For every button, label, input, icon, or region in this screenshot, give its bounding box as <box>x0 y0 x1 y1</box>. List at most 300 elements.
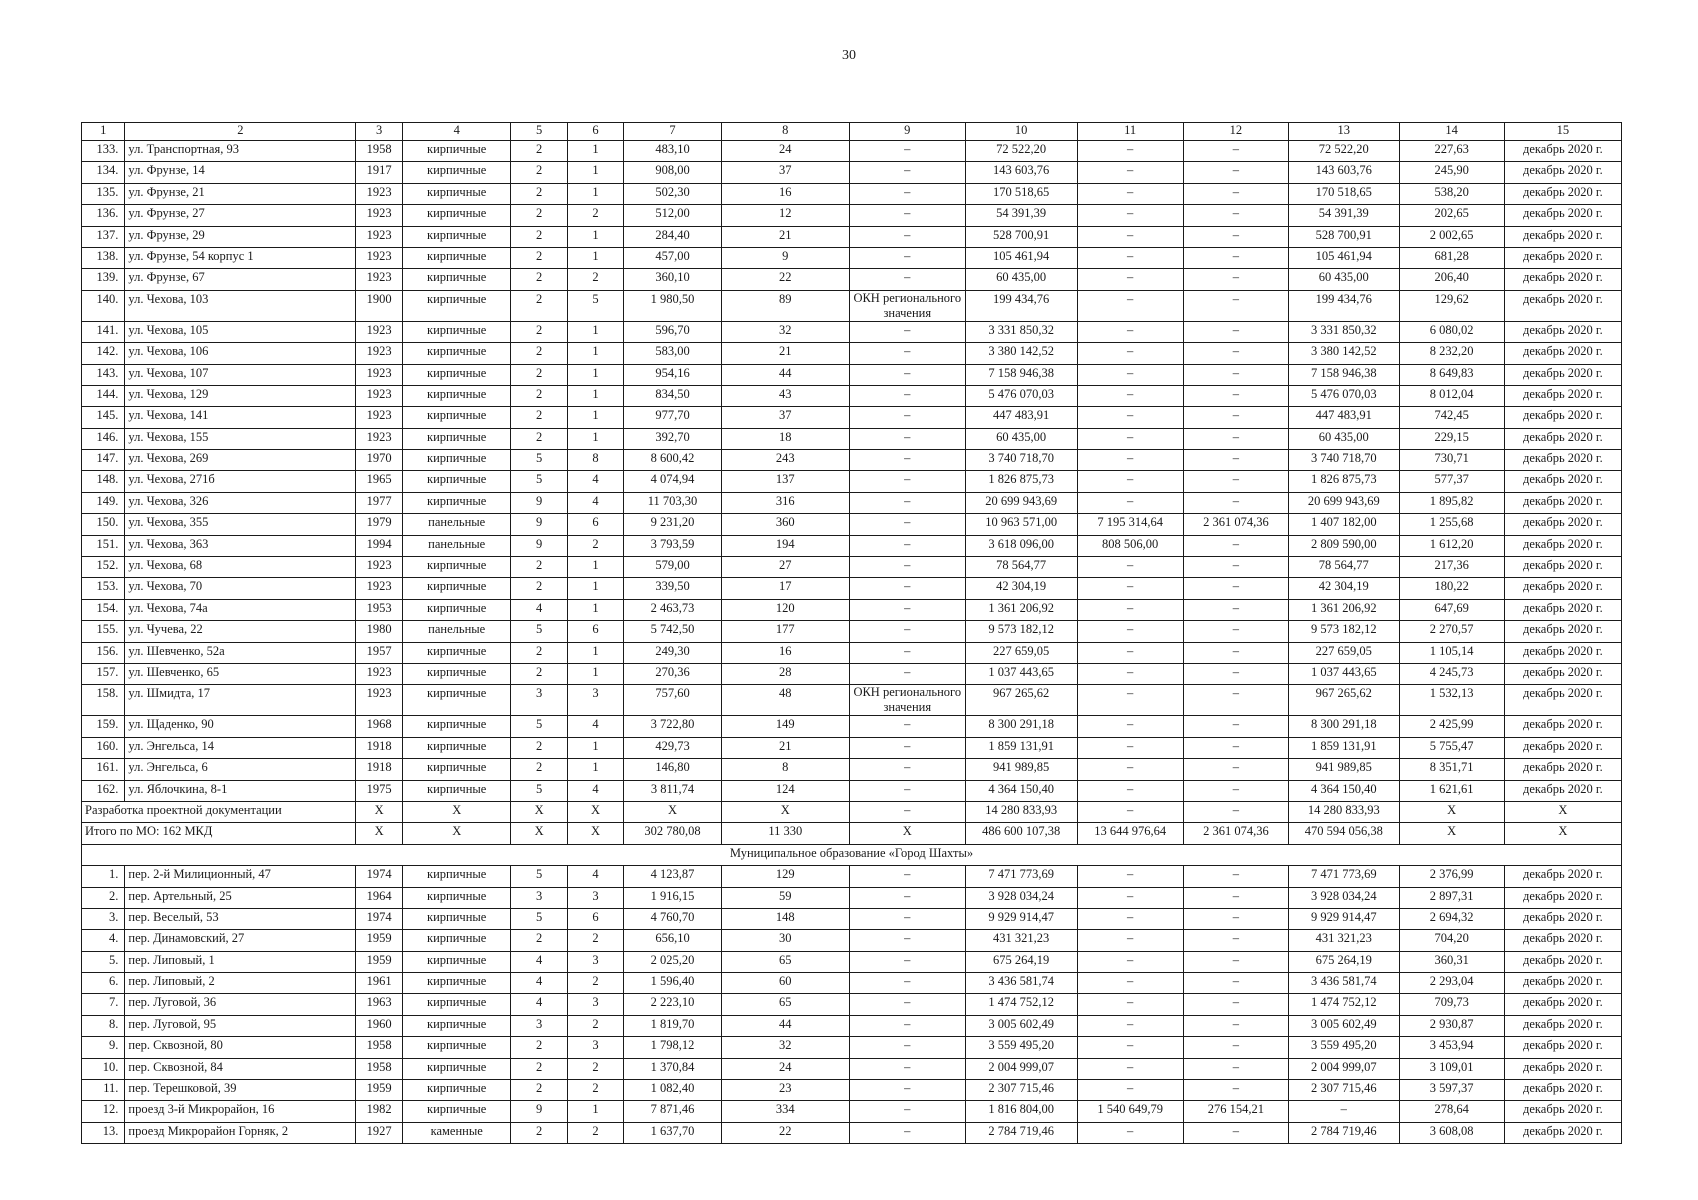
table-cell: 5 <box>511 123 567 141</box>
table-cell: 1923 <box>356 557 403 578</box>
table-cell: 72 522,20 <box>1288 141 1399 162</box>
table-cell: 284,40 <box>624 226 722 247</box>
table-row <box>82 1037 1622 1058</box>
table-cell: декабрь 2020 г. <box>1504 994 1621 1015</box>
table-cell: 153. <box>82 578 125 599</box>
total-row <box>82 823 1622 844</box>
table-cell: 133. <box>82 141 125 162</box>
table-cell: кирпичные <box>402 1080 510 1101</box>
table-cell: X <box>511 801 567 822</box>
table-cell: декабрь 2020 г. <box>1504 973 1621 994</box>
table-cell: кирпичные <box>402 1037 510 1058</box>
table-cell: – <box>1183 321 1288 342</box>
table-cell: 1 <box>567 557 623 578</box>
table-cell: 1 916,15 <box>624 887 722 908</box>
table-cell: 10 963 571,00 <box>965 514 1077 535</box>
table-cell: 1923 <box>356 226 403 247</box>
table-cell: ул. Фрунзе, 21 <box>125 183 356 204</box>
table-cell: 60 435,00 <box>965 428 1077 449</box>
table-cell: 1 816 804,00 <box>965 1101 1077 1122</box>
table-cell: 2 694,32 <box>1399 908 1504 929</box>
table-cell: кирпичные <box>402 780 510 801</box>
table-cell: 147. <box>82 450 125 471</box>
table-cell: 20 699 943,69 <box>1288 492 1399 513</box>
table-cell: 270,36 <box>624 663 722 684</box>
table-cell: 144. <box>82 385 125 406</box>
table-row <box>82 1101 1622 1122</box>
table-cell: 742,45 <box>1399 407 1504 428</box>
table-cell: 583,00 <box>624 343 722 364</box>
table-cell: 141. <box>82 321 125 342</box>
table-cell: 3 331 850,32 <box>965 321 1077 342</box>
table-cell: декабрь 2020 г. <box>1504 205 1621 226</box>
table-cell: 13 644 976,64 <box>1077 823 1183 844</box>
table-cell: – <box>1077 887 1183 908</box>
table-cell: – <box>1077 578 1183 599</box>
table-cell: 7 158 946,38 <box>1288 364 1399 385</box>
table-cell: декабрь 2020 г. <box>1504 759 1621 780</box>
table-cell: 2 <box>511 1037 567 1058</box>
table-cell: кирпичные <box>402 973 510 994</box>
table-cell: 596,70 <box>624 321 722 342</box>
table-cell: ул. Чехова, 363 <box>125 535 356 556</box>
page-number: 30 <box>842 48 856 63</box>
table-cell: – <box>849 205 965 226</box>
table-cell: декабрь 2020 г. <box>1504 428 1621 449</box>
table-cell: – <box>1077 1058 1183 1079</box>
table-row <box>82 247 1622 268</box>
table-cell: 143 603,76 <box>1288 162 1399 183</box>
table-cell: – <box>1183 471 1288 492</box>
table-cell: 2 <box>567 930 623 951</box>
table-cell: – <box>849 535 965 556</box>
table-cell: – <box>1183 269 1288 290</box>
table-cell: кирпичные <box>402 1101 510 1122</box>
table-cell: – <box>849 759 965 780</box>
table-cell: декабрь 2020 г. <box>1504 685 1621 716</box>
table-row <box>82 471 1622 492</box>
table-cell: 227,63 <box>1399 141 1504 162</box>
table-cell: 2 <box>567 1122 623 1143</box>
table-cell: – <box>1077 557 1183 578</box>
table-cell: декабрь 2020 г. <box>1504 162 1621 183</box>
table-cell: ул. Фрунзе, 67 <box>125 269 356 290</box>
table-cell: 14 280 833,93 <box>965 801 1077 822</box>
table-cell: 9 231,20 <box>624 514 722 535</box>
table-cell: 5 <box>511 866 567 887</box>
table-cell: 9 929 914,47 <box>1288 908 1399 929</box>
table-row <box>82 737 1622 758</box>
table-cell: 512,00 <box>624 205 722 226</box>
table-cell: 6 080,02 <box>1399 321 1504 342</box>
table-cell: кирпичные <box>402 557 510 578</box>
table-cell: 27 <box>721 557 849 578</box>
table-cell: 59 <box>721 887 849 908</box>
table-cell: 3 436 581,74 <box>1288 973 1399 994</box>
table-cell: кирпичные <box>402 685 510 716</box>
table-cell: 1 255,68 <box>1399 514 1504 535</box>
table-cell: 2 <box>511 226 567 247</box>
table-cell: кирпичные <box>402 364 510 385</box>
table-cell: – <box>1183 801 1288 822</box>
table-cell: ул. Чехова, 105 <box>125 321 356 342</box>
table-row <box>82 183 1622 204</box>
table-cell: 470 594 056,38 <box>1288 823 1399 844</box>
table-row <box>82 343 1622 364</box>
table-cell: 1 637,70 <box>624 1122 722 1143</box>
table-cell: – <box>1077 407 1183 428</box>
table-cell: 1 859 131,91 <box>965 737 1077 758</box>
table-cell: 142. <box>82 343 125 364</box>
table-cell: 37 <box>721 162 849 183</box>
table-row <box>82 759 1622 780</box>
table-cell: ул. Транспортная, 93 <box>125 141 356 162</box>
table-row <box>82 908 1622 929</box>
table-cell: 3 380 142,52 <box>965 343 1077 364</box>
table-cell: 2 784 719,46 <box>1288 1122 1399 1143</box>
table-cell: пер. Веселый, 53 <box>125 908 356 929</box>
table-cell: 3 453,94 <box>1399 1037 1504 1058</box>
table-cell: 4. <box>82 930 125 951</box>
table-cell: – <box>849 226 965 247</box>
table-row <box>82 162 1622 183</box>
table-cell: 2 <box>511 428 567 449</box>
table-cell: 2 809 590,00 <box>1288 535 1399 556</box>
table-cell: 2 <box>511 737 567 758</box>
table-cell: 249,30 <box>624 642 722 663</box>
table-cell: – <box>1077 780 1183 801</box>
table-cell: 14 <box>1399 123 1504 141</box>
table-cell: 202,65 <box>1399 205 1504 226</box>
table-cell: 5 <box>567 290 623 321</box>
table-cell: 9 <box>511 492 567 513</box>
table-cell: X <box>721 801 849 822</box>
table-cell: декабрь 2020 г. <box>1504 737 1621 758</box>
table-cell: 129,62 <box>1399 290 1504 321</box>
table-cell: 1 <box>567 183 623 204</box>
table-cell: ул. Энгельса, 14 <box>125 737 356 758</box>
table-cell: 302 780,08 <box>624 823 722 844</box>
table-cell: 4 <box>511 599 567 620</box>
table-cell: 1 <box>567 407 623 428</box>
table-cell: кирпичные <box>402 642 510 663</box>
table-cell: 1 <box>567 364 623 385</box>
table-cell: 22 <box>721 1122 849 1143</box>
table-cell: декабрь 2020 г. <box>1504 183 1621 204</box>
table-cell: – <box>849 621 965 642</box>
table-cell: 1 <box>567 343 623 364</box>
table-cell: – <box>1183 994 1288 1015</box>
table-cell: 1923 <box>356 407 403 428</box>
table-cell: 177 <box>721 621 849 642</box>
table-cell: 8. <box>82 1015 125 1036</box>
table-cell: – <box>849 407 965 428</box>
table-cell: ул. Фрунзе, 54 корпус 1 <box>125 247 356 268</box>
table-cell: 1 <box>567 321 623 342</box>
table-cell: 447 483,91 <box>1288 407 1399 428</box>
design-row <box>82 801 1622 822</box>
table-cell: 16 <box>721 642 849 663</box>
table-row <box>82 642 1622 663</box>
table-cell: 54 391,39 <box>965 205 1077 226</box>
table-cell: кирпичные <box>402 951 510 972</box>
table-cell: 1900 <box>356 290 403 321</box>
table-row <box>82 290 1622 321</box>
table-cell: – <box>849 780 965 801</box>
table-cell: 206,40 <box>1399 269 1504 290</box>
table-cell: ул. Фрунзе, 29 <box>125 226 356 247</box>
table-cell: кирпичные <box>402 1015 510 1036</box>
table-cell: 4 <box>511 951 567 972</box>
table-cell: 1958 <box>356 1058 403 1079</box>
table-cell: 217,36 <box>1399 557 1504 578</box>
table-cell: – <box>1183 492 1288 513</box>
table-cell: 2 <box>567 1015 623 1036</box>
table-cell: 4 <box>567 866 623 887</box>
table-cell: кирпичные <box>402 994 510 1015</box>
table-cell: 20 699 943,69 <box>965 492 1077 513</box>
table-row <box>82 557 1622 578</box>
table-cell: 7. <box>82 994 125 1015</box>
table-cell: кирпичные <box>402 578 510 599</box>
table-cell: 2 930,87 <box>1399 1015 1504 1036</box>
table-cell: 334 <box>721 1101 849 1122</box>
table-cell: 834,50 <box>624 385 722 406</box>
table-cell: пер. Терешковой, 39 <box>125 1080 356 1101</box>
table-cell: ул. Чехова, 70 <box>125 578 356 599</box>
table-cell: 7 195 314,64 <box>1077 514 1183 535</box>
table-cell: – <box>849 557 965 578</box>
table-cell: кирпичные <box>402 183 510 204</box>
table-cell: – <box>849 428 965 449</box>
table-cell: ул. Яблочкина, 8-1 <box>125 780 356 801</box>
table-cell: 3 793,59 <box>624 535 722 556</box>
table-cell: 2 <box>511 205 567 226</box>
table-cell: 13 <box>1288 123 1399 141</box>
table-cell: 1 <box>82 123 125 141</box>
table-cell: декабрь 2020 г. <box>1504 514 1621 535</box>
table-cell: 1959 <box>356 951 403 972</box>
table-cell: 1 980,50 <box>624 290 722 321</box>
table-cell: 2 307 715,46 <box>965 1080 1077 1101</box>
table-cell: 1 474 752,12 <box>1288 994 1399 1015</box>
table-row <box>82 226 1622 247</box>
table-cell: 78 564,77 <box>965 557 1077 578</box>
table-cell: декабрь 2020 г. <box>1504 343 1621 364</box>
table-cell: 5 <box>511 780 567 801</box>
table-cell: – <box>1077 471 1183 492</box>
table-cell: – <box>1183 908 1288 929</box>
table-cell: 967 265,62 <box>1288 685 1399 716</box>
table-cell: 8 232,20 <box>1399 343 1504 364</box>
table-cell: – <box>849 343 965 364</box>
table-cell: 89 <box>721 290 849 321</box>
table-cell: 2 <box>511 642 567 663</box>
table-cell: – <box>1183 343 1288 364</box>
table-cell: – <box>1077 343 1183 364</box>
table-cell: – <box>849 364 965 385</box>
table-cell: кирпичные <box>402 599 510 620</box>
table-cell: ул. Чехова, 107 <box>125 364 356 385</box>
table-cell: – <box>1077 226 1183 247</box>
table-cell: – <box>849 973 965 994</box>
table-cell: 32 <box>721 321 849 342</box>
table-cell: 360 <box>721 514 849 535</box>
table-cell: 577,37 <box>1399 471 1504 492</box>
table-cell: 360,10 <box>624 269 722 290</box>
table-row <box>82 994 1622 1015</box>
table-cell: – <box>1183 1122 1288 1143</box>
table-cell: декабрь 2020 г. <box>1504 930 1621 951</box>
table-cell: – <box>1077 1122 1183 1143</box>
table-cell: 1 <box>567 578 623 599</box>
table-cell: декабрь 2020 г. <box>1504 1037 1621 1058</box>
table-cell: 7 471 773,69 <box>1288 866 1399 887</box>
table-cell: X <box>1399 823 1504 844</box>
table-cell: 1968 <box>356 716 403 737</box>
table-cell: 12 <box>1183 123 1288 141</box>
table-cell: проезд 3-й Микрорайон, 16 <box>125 1101 356 1122</box>
table-cell: 7 471 773,69 <box>965 866 1077 887</box>
table-cell: – <box>849 716 965 737</box>
table-cell: – <box>1077 247 1183 268</box>
table-cell: 681,28 <box>1399 247 1504 268</box>
table-cell: декабрь 2020 г. <box>1504 1058 1621 1079</box>
table-cell: 316 <box>721 492 849 513</box>
table-cell: 2 <box>511 321 567 342</box>
table-row <box>82 866 1622 887</box>
table-cell: 6 <box>567 123 623 141</box>
table-cell: 2 270,57 <box>1399 621 1504 642</box>
table-cell: 18 <box>721 428 849 449</box>
table-cell: – <box>1288 1101 1399 1122</box>
table-cell: – <box>1077 866 1183 887</box>
table-cell: кирпичные <box>402 269 510 290</box>
table-cell: 158. <box>82 685 125 716</box>
table-cell: декабрь 2020 г. <box>1504 535 1621 556</box>
table-cell: 10 <box>965 123 1077 141</box>
table-cell: 2 <box>511 343 567 364</box>
table-cell: – <box>1077 385 1183 406</box>
table-cell: кирпичные <box>402 737 510 758</box>
table-cell: – <box>1077 183 1183 204</box>
table-cell: пер. Артельный, 25 <box>125 887 356 908</box>
table-cell: – <box>849 1122 965 1143</box>
table-cell: 21 <box>721 737 849 758</box>
table-cell: 1 370,84 <box>624 1058 722 1079</box>
table-cell: 579,00 <box>624 557 722 578</box>
table-cell: 709,73 <box>1399 994 1504 1015</box>
table-cell: 1 474 752,12 <box>965 994 1077 1015</box>
table-cell: – <box>1077 1080 1183 1101</box>
table-cell: – <box>1077 908 1183 929</box>
table-cell: – <box>849 908 965 929</box>
table-cell: 457,00 <box>624 247 722 268</box>
table-cell: 2 293,04 <box>1399 973 1504 994</box>
table-cell: 1994 <box>356 535 403 556</box>
table-cell: 2 <box>511 385 567 406</box>
table-cell: – <box>1077 141 1183 162</box>
table-cell: X <box>356 801 403 822</box>
table-cell: 8 <box>721 759 849 780</box>
table-cell: кирпичные <box>402 407 510 428</box>
table-cell: 5 476 070,03 <box>965 385 1077 406</box>
table-cell: 37 <box>721 407 849 428</box>
table-cell: декабрь 2020 г. <box>1504 290 1621 321</box>
table-cell: 9 <box>511 535 567 556</box>
table-cell: 8 012,04 <box>1399 385 1504 406</box>
table-cell: – <box>1183 685 1288 716</box>
table-cell: 12. <box>82 1101 125 1122</box>
table-cell: 5 476 070,03 <box>1288 385 1399 406</box>
table-cell: – <box>1077 290 1183 321</box>
table-cell: кирпичные <box>402 205 510 226</box>
table-cell: ул. Чехова, 103 <box>125 290 356 321</box>
table-cell: 4 <box>511 973 567 994</box>
table-cell: – <box>1077 364 1183 385</box>
table-cell: – <box>849 492 965 513</box>
table-cell: 1961 <box>356 973 403 994</box>
table-cell: 129 <box>721 866 849 887</box>
table-cell: – <box>849 1101 965 1122</box>
table-cell: – <box>1183 599 1288 620</box>
header-row <box>82 123 1622 141</box>
table-cell: – <box>1183 1037 1288 1058</box>
table-cell: 148 <box>721 908 849 929</box>
section-title: Муниципальное образование «Город Шахты» <box>82 844 1622 865</box>
table-cell: 3 005 602,49 <box>1288 1015 1399 1036</box>
table-cell: 4 760,70 <box>624 908 722 929</box>
table-cell: 967 265,62 <box>965 685 1077 716</box>
table-cell: 2 <box>567 973 623 994</box>
table-row <box>82 1058 1622 1079</box>
table-cell: 1923 <box>356 663 403 684</box>
table-cell: – <box>849 183 965 204</box>
table-cell: – <box>1077 930 1183 951</box>
table-cell: 8 649,83 <box>1399 364 1504 385</box>
table-cell: 429,73 <box>624 737 722 758</box>
table-cell: 1 <box>567 141 623 162</box>
table-cell: X <box>402 823 510 844</box>
table-cell: 28 <box>721 663 849 684</box>
table-cell: – <box>849 930 965 951</box>
table-cell: 8 300 291,18 <box>965 716 1077 737</box>
table-cell: панельные <box>402 535 510 556</box>
table-cell: кирпичные <box>402 141 510 162</box>
table-cell: 2 <box>511 183 567 204</box>
table-cell: 1 082,40 <box>624 1080 722 1101</box>
table-cell: X <box>567 801 623 822</box>
table-cell: 1923 <box>356 364 403 385</box>
table-cell: 1974 <box>356 866 403 887</box>
table-cell: 5 <box>511 621 567 642</box>
table-cell: 139. <box>82 269 125 290</box>
table-cell: 227 659,05 <box>965 642 1077 663</box>
table-cell: 1 361 206,92 <box>1288 599 1399 620</box>
table-cell: – <box>849 663 965 684</box>
table-cell: 1963 <box>356 994 403 1015</box>
table-row <box>82 269 1622 290</box>
table-cell: 3 740 718,70 <box>1288 450 1399 471</box>
table-cell: X <box>624 801 722 822</box>
table-cell: декабрь 2020 г. <box>1504 364 1621 385</box>
table-cell: 2 <box>511 364 567 385</box>
table-cell: 145. <box>82 407 125 428</box>
table-cell: 2 <box>511 1122 567 1143</box>
table-cell: 3 <box>511 1015 567 1036</box>
table-cell: 2 223,10 <box>624 994 722 1015</box>
table-cell: ул. Чехова, 129 <box>125 385 356 406</box>
